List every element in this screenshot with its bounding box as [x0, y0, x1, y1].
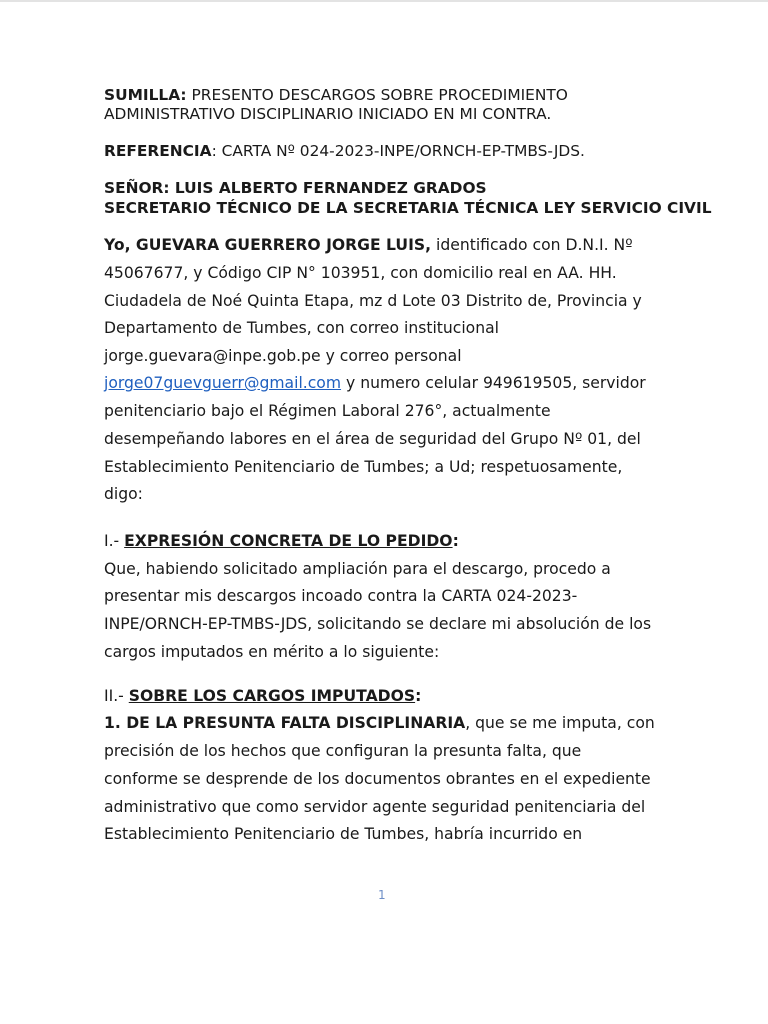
intro-line-8: desempeñando labores en el área de seguridad del Grupo Nº 01, del [104, 430, 641, 448]
sumilla-text-1: PRESENTO DESCARGOS SOBRE PROCEDIMIENTO [191, 86, 568, 104]
section-2-item-1 [104, 714, 655, 732]
sumilla-label: SUMILLA: [104, 86, 187, 104]
section-1-heading [104, 532, 459, 550]
intro-line-7: penitenciario bajo el Régimen Laboral 276°, actualmente [104, 402, 551, 420]
intro-line-6-rest: y numero celular 949619505, servidor [341, 374, 646, 392]
section-1-line-1: Que, habiendo solicitado ampliación para el descargo, procedo a [104, 560, 611, 578]
addressee-line-1: SEÑOR: LUIS ALBERTO FERNANDEZ GRADOS [104, 179, 487, 197]
referencia-label: REFERENCIA [104, 142, 212, 160]
intro-line-10: digo: [104, 485, 143, 503]
referencia-text: : CARTA Nº 024-2023-INPE/ORNCH-EP-TMBS-JDS. [211, 142, 585, 160]
sumilla-line-1 [104, 86, 666, 104]
section-2-line-2: precisión de los hechos que configuran la presunta falta, que [104, 742, 582, 760]
intro-line-1 [104, 236, 633, 254]
intro-line-3: Ciudadela de Noé Quinta Etapa, mz d Lote 03 Distrito de, Provincia y [104, 292, 642, 310]
intro-line-1-rest: identificado con D.N.I. Nº [431, 236, 633, 254]
petitioner-name: Yo, GUEVARA GUERRERO JORGE LUIS, [104, 236, 432, 254]
section-2-heading [104, 687, 421, 705]
section-2-line-4: administrativo que como servidor agente seguridad penitenciaria del [104, 798, 646, 816]
page-number: 1 [378, 888, 386, 902]
section-1-line-4: cargos imputados en mérito a lo siguiente: [104, 643, 440, 661]
section-2-title: SOBRE LOS CARGOS IMPUTADOS [128, 687, 416, 705]
sumilla-line-2: ADMINISTRATIVO DISCIPLINARIO INICIADO EN MI CONTRA. [104, 105, 552, 123]
intro-line-2: 45067677, y Código CIP N° 103951, con domicilio real en AA. HH. [104, 264, 617, 282]
section-1-line-3: INPE/ORNCH-EP-TMBS-JDS, solicitando se declare mi absolución de los [104, 615, 652, 633]
section-2-item-1-rest: , que se me imputa, con [465, 714, 655, 732]
section-1-prefix: I.- [104, 532, 125, 550]
section-2-prefix: II.- [104, 687, 129, 705]
section-2-line-5: Establecimiento Penitenciario de Tumbes, habría incurrido en [104, 825, 583, 843]
section-2-colon: : [415, 687, 422, 705]
addressee-line-2: SECRETARIO TÉCNICO DE LA SECRETARIA TÉCNICA LEY SERVICIO CIVIL [104, 199, 712, 217]
section-1-colon: : [452, 532, 459, 550]
intro-line-5: jorge.guevara@inpe.gob.pe y correo personal [104, 347, 462, 365]
section-1-line-2: presentar mis descargos incoado contra la CARTA 024-2023- [104, 587, 578, 605]
intro-line-6 [104, 374, 646, 392]
personal-email-link[interactable]: jorge07guevguerr@gmail.com [104, 374, 342, 392]
section-2-item-1-title: 1. DE LA PRESUNTA FALTA DISCIPLINARIA [104, 714, 466, 732]
intro-line-4: Departamento de Tumbes, con correo institucional [104, 319, 499, 337]
section-1-title: EXPRESIÓN CONCRETA DE LO PEDIDO [124, 532, 453, 550]
section-2-line-3: conforme se desprende de los documentos obrantes en el expediente [104, 770, 651, 788]
intro-line-9: Establecimiento Penitenciario de Tumbes; a Ud; respetuosamente, [104, 458, 623, 476]
referencia-line [104, 142, 666, 160]
page-top-border [0, 0, 768, 2]
